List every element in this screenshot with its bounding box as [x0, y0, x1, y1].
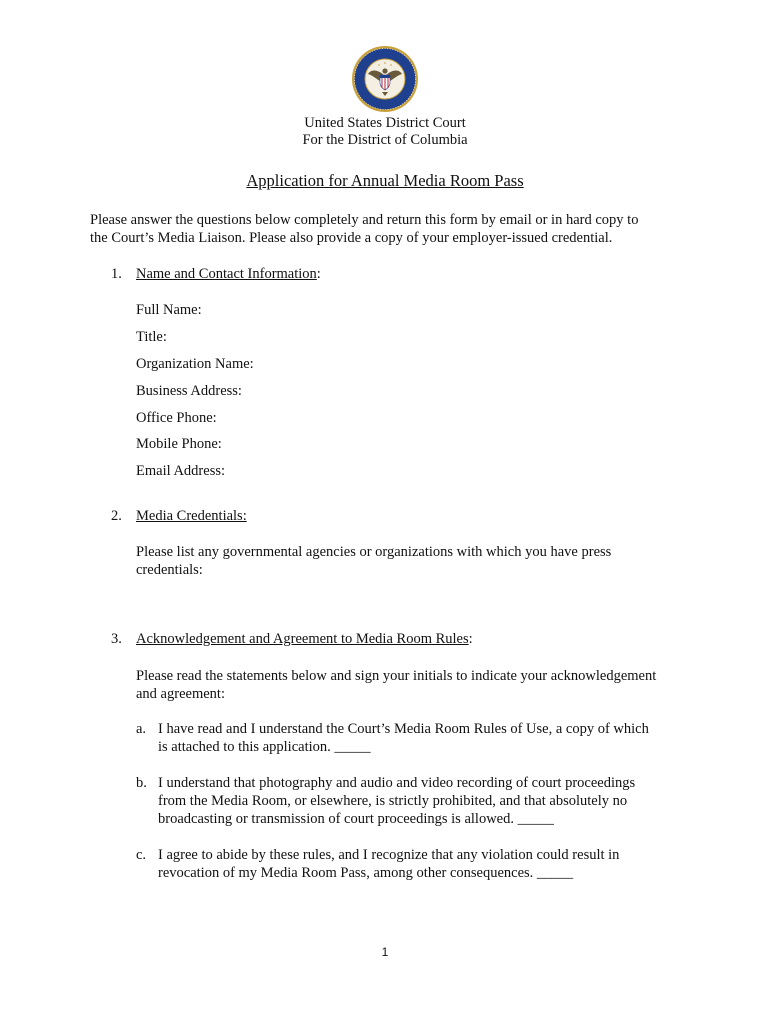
field-full-name: Full Name:: [136, 302, 202, 318]
section-title: Media Credentials:: [136, 508, 247, 524]
section-colon: :: [316, 266, 321, 282]
field-title: Title:: [136, 329, 167, 345]
instruction-line: Please list any governmental agencies or organizations with which you have press: [136, 544, 612, 560]
section-number: 3.: [111, 631, 122, 647]
intro-line: the Court’s Media Liaison. Please also provide a copy of your employer-issued credential.: [90, 230, 613, 246]
section-number: 1.: [111, 266, 122, 282]
item-line: I agree to abide by these rules, and I recognize that any violation could result in: [158, 847, 620, 863]
section-title: Acknowledgement and Agreement to Media Room Rules: [136, 631, 469, 647]
intro-line: Please answer the questions below completely and return this form by email or in hard copy to: [90, 212, 639, 228]
section-title: Name and Contact Information: [136, 266, 317, 282]
item-line: I have read and I understand the Court’s Media Room Rules of Use, a copy of which: [158, 721, 649, 737]
section-3-instructions: [136, 667, 716, 703]
field-email-address: Email Address:: [136, 463, 226, 479]
section-number: 2.: [111, 508, 122, 524]
section-3-heading: [111, 630, 473, 648]
court-seal-logo: [351, 45, 419, 113]
section-2-heading: [111, 507, 247, 525]
section-colon: :: [468, 631, 473, 647]
instruction-line: credentials:: [136, 562, 203, 578]
item-letter: a.: [136, 721, 147, 737]
field-business-address: Business Address:: [136, 383, 242, 399]
item-line: from the Media Room, or elsewhere, is strictly prohibited, and that absolutely no: [158, 793, 628, 809]
item-letter: c.: [136, 847, 147, 863]
item-line: is attached to this application. _____: [158, 739, 371, 755]
item-line: revocation of my Media Room Pass, among other consequences. _____: [158, 865, 574, 881]
field-office-phone: Office Phone:: [136, 410, 217, 426]
intro-paragraph: [90, 211, 690, 247]
item-line: I understand that photography and audio and video recording of court proceedings: [158, 775, 636, 791]
instruction-line: and agreement:: [136, 686, 225, 702]
page-number: 1: [381, 945, 389, 959]
section-1-heading: [111, 265, 321, 283]
field-organization-name: Organization Name:: [136, 356, 254, 372]
form-title: Application for Annual Media Room Pass: [246, 171, 524, 190]
section-2-instructions: [136, 543, 716, 579]
field-mobile-phone: Mobile Phone:: [136, 436, 222, 452]
item-letter: b.: [136, 775, 147, 791]
court-name: United States District Court: [304, 115, 466, 131]
court-district: For the District of Columbia: [302, 132, 468, 148]
item-line: broadcasting or transmission of court proceedings is allowed. _____: [158, 811, 554, 827]
instruction-line: Please read the statements below and sign your initials to indicate your acknowledgement: [136, 668, 657, 684]
